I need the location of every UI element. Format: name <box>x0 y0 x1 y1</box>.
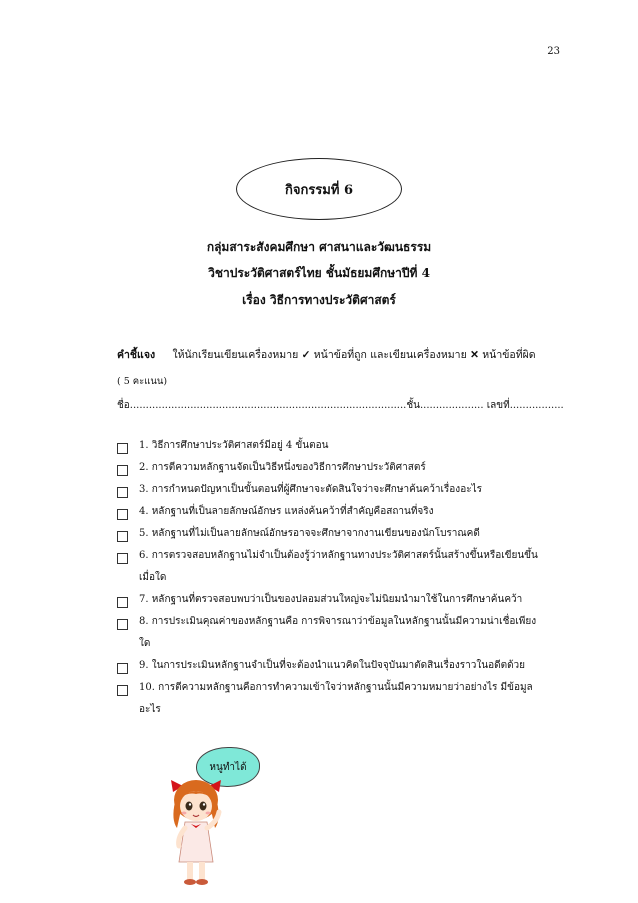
list-item: 4. หลักฐานที่เป็นลายลักษณ์อักษร แหล่งค้นคว้าที่สำคัญคือสถานที่จริง <box>117 507 547 529</box>
activity-title: กิจกรรมที่ 6 <box>284 182 354 198</box>
list-item: 8. การประเมินคุณค่าของหลักฐานคือ การพิจารณาว่าข้อมูลในหลักฐานนั้นมีความน่าเชื่อเพียงใด <box>117 617 547 661</box>
answer-checkbox[interactable] <box>117 619 128 630</box>
cartoon-girl-icon <box>163 770 229 890</box>
answer-checkbox[interactable] <box>117 443 128 454</box>
answer-checkbox[interactable] <box>117 487 128 498</box>
true-false-list <box>117 441 547 727</box>
list-item: 6. การตรวจสอบหลักฐานไม่จำเป็นต้องรู้ว่าหลักฐานทางประวัติศาสตร์นั้นสร้างขึ้นหรือเขียนขึ้นเมื่อใด <box>117 551 547 595</box>
instructions-label: คำชี้แจง <box>117 349 156 361</box>
activity-title-oval <box>236 158 402 220</box>
answer-checkbox[interactable] <box>117 663 128 674</box>
score-note: ( 5 คะแนน) <box>117 376 168 387</box>
list-item: 5. หลักฐานที่ไม่เป็นลายลักษณ์อักษรอาจจะศึกษาจากงานเขียนของนักโบราณคดี <box>117 529 547 551</box>
list-item: 3. การกำหนดปัญหาเป็นขั้นตอนที่ผู้ศึกษาจะตัดสินใจว่าจะศึกษาค้นคว้าเรื่องอะไร <box>117 485 547 507</box>
course-heading: วิชาประวัติศาสตร์ไทย ชั้นมัธยมศึกษาปีที่ 4 <box>208 266 430 280</box>
cross-mark-icon: ✕ <box>470 349 479 361</box>
list-item: 2. การตีความหลักฐานจัดเป็นวิธีหนึ่งของวิธีการศึกษาประวัติศาสตร์ <box>117 463 547 485</box>
answer-checkbox[interactable] <box>117 465 128 476</box>
page-number: 23 <box>547 46 560 57</box>
speech-bubble-text: หนูทำได้ <box>209 761 247 773</box>
topic-heading: เรื่อง วิธีการทางประวัติศาสตร์ <box>242 293 396 307</box>
list-item: 10. การตีความหลักฐานคือการทำความเข้าใจว่าหลักฐานนั้นมีความหมายว่าอย่างไร มีข้อมูลอะไร <box>117 683 547 727</box>
list-item: 9. ในการประเมินหลักฐานจำเป็นที่จะต้องนำแนวคิดในปัจจุบันมาตัดสินเรื่องราวในอดีตด้วย <box>117 661 547 683</box>
instructions: คำชี้แจง ให้นักเรียนเขียนเครื่องหมาย ✓ หน้าข้อที่ถูก และเขียนเครื่องหมาย ✕ หน้าข้อที่ผิด <box>117 349 536 361</box>
subject-group-heading: กลุ่มสาระสังคมศึกษา ศาสนาและวัฒนธรรม <box>206 240 432 254</box>
list-item: 1. วิธีการศึกษาประวัติศาสตร์มีอยู่ 4 ขั้นตอน <box>117 441 547 463</box>
answer-checkbox[interactable] <box>117 531 128 542</box>
list-item: 7. หลักฐานที่ตรวจสอบพบว่าเป็นของปลอมส่วนใหญ่จะไม่นิยมนำมาใช้ในการศึกษาค้นคว้า <box>117 595 547 617</box>
name-class-number-field[interactable]: ชื่อ.......................................................................................ชั้น.................... เลขที่................. <box>117 400 564 411</box>
answer-checkbox[interactable] <box>117 509 128 520</box>
check-mark-icon: ✓ <box>301 349 311 361</box>
answer-checkbox[interactable] <box>117 553 128 564</box>
answer-checkbox[interactable] <box>117 685 128 696</box>
answer-checkbox[interactable] <box>117 597 128 608</box>
